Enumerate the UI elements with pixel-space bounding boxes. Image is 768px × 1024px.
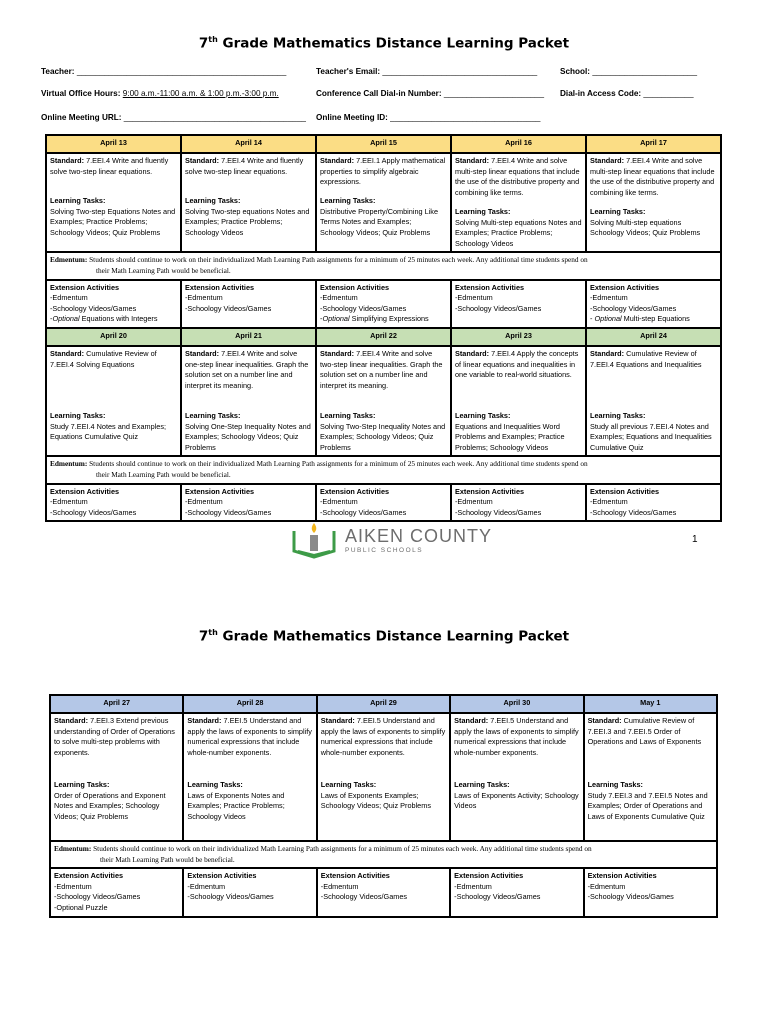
- day-cell: Standard: 7.EEI.5 Understand and apply the laws of exponents to simplify numerical expressions that include whole-number exponents. Learning Tasks: Laws of Exponents Examples; Schoology Videos; Quiz Problems: [317, 713, 450, 841]
- meeting-url-field[interactable]: Online Meeting URL: ________________________________________: [41, 113, 306, 122]
- day-cell: Standard: Cumulative Review of 7.EEI.4 Equations and Inequalities Learning Tasks: Study all previous 7.EEI.4 Notes and Examples; Equations and Inequalities Cumulative Quiz: [586, 346, 721, 456]
- extension-cell: Extension Activities -Edmentum -Schoology Videos/Games: [586, 484, 721, 522]
- week2-edmentum-row: [46, 456, 721, 483]
- extension-cell: Extension Activities -Edmentum -Schoology Videos/Games -Optional Puzzle: [50, 868, 183, 916]
- day-header: April 16: [451, 135, 586, 153]
- extension-cell: Extension Activities -Edmentum -Schoology Videos/Games: [316, 484, 451, 522]
- day-cell: Standard: 7.EEI.4 Apply the concepts of linear equations and inequalities in one variable to real-world situations. Learning Tasks: Equations and Inequalities Word Problems and Examples; Practice Problems; Schoology Videos: [451, 346, 586, 456]
- week1-days-row: [46, 135, 721, 153]
- extension-cell: Extension Activities -Edmentum -Schoology Videos/Games: [450, 868, 583, 916]
- week1-content-row: [46, 153, 721, 252]
- day-cell: Standard: 7.EEI.5 Understand and apply the laws of exponents to simplify numerical expressions that include whole-number exponents. Learning Tasks: Laws of Exponents Notes and Examples; Practice Problems; Schoology Videos: [183, 713, 316, 841]
- day-cell: Standard: 7.EEI.3 Extend previous understanding of Order of Operations to solve multi-step problems with exponents. Learning Tasks: Order of Operations and Exponent Notes and Examples; Schoology Videos; Quiz Problems: [50, 713, 183, 841]
- day-header: April 17: [586, 135, 721, 153]
- day-cell: Standard: 7.EEI.4 Write and solve multi-step linear equations that include the use of the distributive property and combining like terms. Learning Tasks: Solving Multi-step equations Notes and Examples; Practice Problems; Schoology Videos: [451, 153, 586, 252]
- week1-extension-row: [46, 280, 721, 328]
- teacher-email-field[interactable]: Teacher's Email: __________________________________: [316, 67, 538, 76]
- dial-in-code-field[interactable]: Dial-in Access Code: ___________: [560, 89, 694, 98]
- day-header: April 15: [316, 135, 451, 153]
- aiken-county-logo-icon: [290, 521, 338, 559]
- extension-cell: Extension Activities -Edmentum -Schoology Videos/Games: [584, 868, 717, 916]
- day-header: April 20: [46, 328, 181, 346]
- schedule-table-page2: [49, 694, 718, 918]
- day-header: April 21: [181, 328, 316, 346]
- teacher-field[interactable]: Teacher: ______________________________________________: [41, 67, 287, 76]
- logo-name: AIKEN COUNTY: [345, 526, 493, 546]
- day-header: April 30: [450, 695, 583, 713]
- extension-cell: Extension Activities -Edmentum -Schoology Videos/Games: [183, 868, 316, 916]
- week3-content-row: [50, 713, 717, 841]
- day-header: April 24: [586, 328, 721, 346]
- day-header: April 14: [181, 135, 316, 153]
- extension-cell: Extension Activities -Edmentum -Schoology Videos/Games -Optional Simplifying Expressions: [316, 280, 451, 328]
- week3-edmentum-row: [50, 841, 717, 868]
- week3-extension-row: [50, 868, 717, 916]
- day-header: April 13: [46, 135, 181, 153]
- extension-cell: Extension Activities -Edmentum -Schoology Videos/Games -Optional Equations with Integers: [46, 280, 181, 328]
- day-header: April 27: [50, 695, 183, 713]
- day-cell: Standard: Cumulative Review of 7.EEI.3 and 7.EEI.5 Order of Operations and Laws of Exponents Learning Tasks: Study 7.EEI.3 and 7.EEI.5 Notes and Examples; Order of Operations and Laws of Exponents Cumulative Quiz: [584, 713, 717, 841]
- page-title: 7th Grade Mathematics Distance Learning Packet: [198, 628, 570, 645]
- edmentum-note: Edmentum: Students should continue to work on their individualized Math Learning Path assignments for a minimum of 25 minutes each week. Any additional time students spend on their Math Learning Path would be beneficial.: [46, 456, 721, 483]
- logo-subtitle: PUBLIC SCHOOLS: [345, 547, 424, 554]
- day-cell: Standard: 7.EEI.1 Apply mathematical properties to simplify algebraic expressions. Learning Tasks: Distributive Property/Combining Like Terms Notes and Examples; Schoology Videos; Quiz Problems: [316, 153, 451, 252]
- edmentum-note: Edmentum: Students should continue to work on their individualized Math Learning Path assignments for a minimum of 25 minutes each week. Any additional time students spend on their Math Learning Path would be beneficial.: [46, 252, 721, 279]
- meeting-id-field[interactable]: Online Meeting ID: _________________________________: [316, 113, 541, 122]
- extension-cell: Extension Activities -Edmentum -Schoology Videos/Games: [451, 484, 586, 522]
- week2-extension-row: [46, 484, 721, 522]
- extension-cell: Extension Activities -Edmentum -Schoology Videos/Games: [181, 280, 316, 328]
- day-cell: Standard: 7.EEI.4 Write and solve one-step linear inequalities. Graph the solution set on a number line and interpret its meaning. Learning Tasks: Solving One-Step Inequality Notes and Examples; Schoology Videos; Quiz Problems: [181, 346, 316, 456]
- week2-days-row: [46, 328, 721, 346]
- day-header: May 1: [584, 695, 717, 713]
- day-cell: Standard: 7.EEI.4 Write and fluently solve two-step linear equations. Learning Tasks: Solving Two-step equations Notes and Examples; Practice Problems; Schoology Videos: [181, 153, 316, 252]
- day-header: April 29: [317, 695, 450, 713]
- extension-cell: Extension Activities -Edmentum -Schoology Videos/Games: [317, 868, 450, 916]
- day-header: April 23: [451, 328, 586, 346]
- edmentum-note: Edmentum: Students should continue to work on their individualized Math Learning Path assignments for a minimum of 25 minutes each week. Any additional time students spend on their Math Learning Path would be beneficial.: [50, 841, 717, 868]
- day-cell: Standard: 7.EEI.4 Write and fluently solve two-step linear equations. Learning Tasks: Solving Two-step Equations Notes and Examples; Practice Problems; Schoology Videos; Quiz Problems: [46, 153, 181, 252]
- day-header: April 28: [183, 695, 316, 713]
- page-title: 7th Grade Mathematics Distance Learning Packet: [198, 35, 570, 52]
- page-number: 1: [692, 534, 698, 545]
- day-cell: Standard: 7.EEI.4 Write and solve two-step linear inequalities. Graph the solution set on a number line and interpret its meaning. Learning Tasks: Solving Two-Step Inequality Notes and Examples; Schoology Videos; Quiz Problems: [316, 346, 451, 456]
- schedule-table-page1: [45, 134, 722, 522]
- office-hours-field: Virtual Office Hours: 9:00 a.m.-11:00 a.m. & 1:00 p.m.-3:00 p.m.: [41, 89, 279, 98]
- conference-number-field[interactable]: Conference Call Dial-in Number: ______________________: [316, 89, 545, 98]
- extension-cell: Extension Activities -Edmentum -Schoology Videos/Games - Optional Multi-step Equations: [586, 280, 721, 328]
- extension-cell: Extension Activities -Edmentum -Schoology Videos/Games: [46, 484, 181, 522]
- day-cell: Standard: Cumulative Review of 7.EEI.4 Solving Equations Learning Tasks: Study 7.EEI.4 Notes and Examples; Equations Cumulative Quiz: [46, 346, 181, 456]
- day-cell: Standard: 7.EEI.4 Write and solve multi-step linear equations that include the use of the distributive property and combining like terms. Learning Tasks: Solving Multi-step equations Schoology Videos; Quiz Problems: [586, 153, 721, 252]
- week2-content-row: [46, 346, 721, 456]
- week3-days-row: [50, 695, 717, 713]
- week1-edmentum-row: [46, 252, 721, 279]
- extension-cell: Extension Activities -Edmentum -Schoology Videos/Games: [181, 484, 316, 522]
- day-header: April 22: [316, 328, 451, 346]
- day-cell: Standard: 7.EEI.5 Understand and apply the laws of exponents to simplify numerical expressions that include whole-number exponents. Learning Tasks: Laws of Exponents Activity; Schoology Videos: [450, 713, 583, 841]
- extension-cell: Extension Activities -Edmentum -Schoology Videos/Games: [451, 280, 586, 328]
- school-field[interactable]: School: _______________________: [560, 67, 698, 76]
